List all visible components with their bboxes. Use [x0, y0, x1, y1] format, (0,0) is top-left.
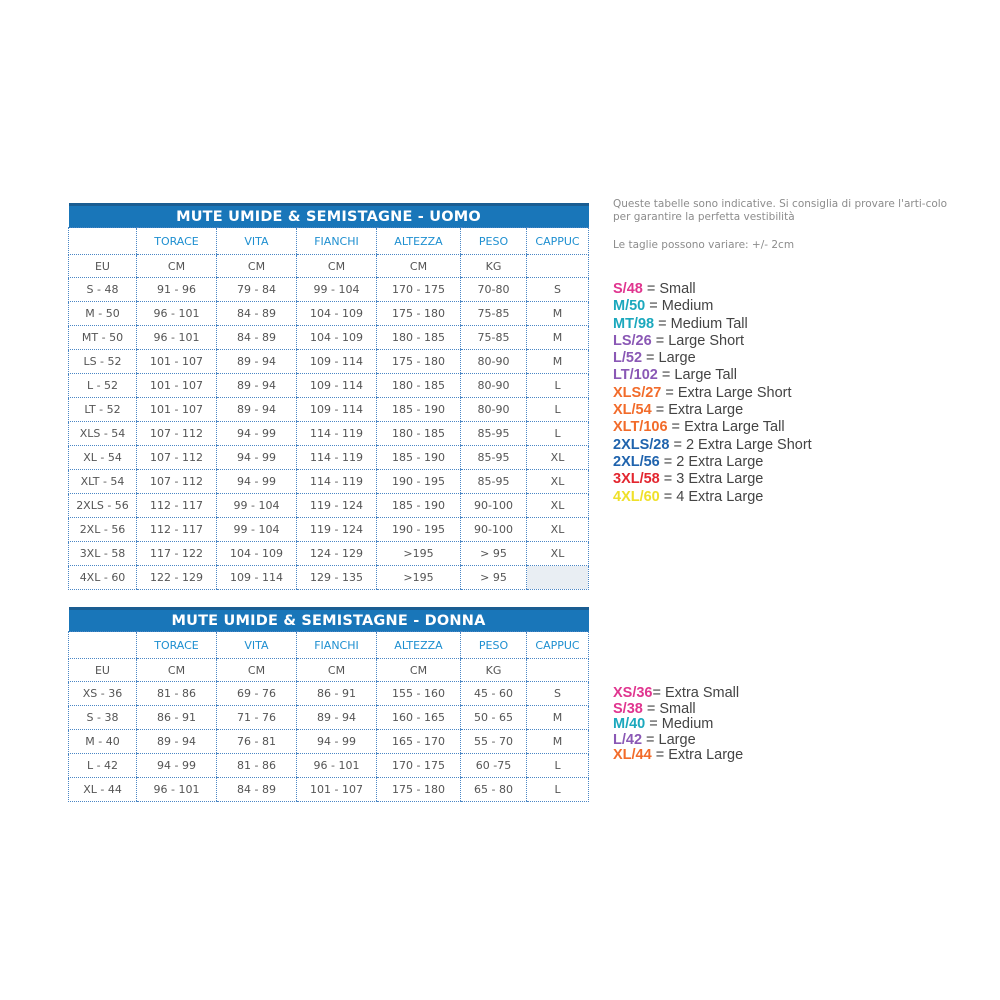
table-cell: 85-95 [461, 470, 527, 494]
table-row [69, 542, 589, 566]
table-cell: XL [527, 446, 589, 470]
table-cell: 107 - 112 [137, 422, 217, 446]
table-cell: 124 - 129 [297, 542, 377, 566]
table-cell: MT - 50 [69, 326, 137, 350]
table-cell: 190 - 195 [377, 518, 461, 542]
table-cell: 101 - 107 [137, 374, 217, 398]
equals-sign: = [669, 436, 686, 453]
table-row [69, 494, 589, 518]
size-label: Small [659, 700, 696, 717]
table-cell: 80-90 [461, 350, 527, 374]
unit-cell: CM [137, 255, 217, 278]
table-cell: 96 - 101 [137, 778, 217, 802]
unit-cell: CM [297, 255, 377, 278]
column-header: ALTEZZA [377, 228, 461, 255]
table-cell: XL - 44 [69, 778, 137, 802]
unit-cell: KG [461, 255, 527, 278]
variance-text: Le taglie possono variare: +/- 2cm [613, 239, 795, 251]
table-cell: 119 - 124 [297, 518, 377, 542]
table-cell: 71 - 76 [217, 706, 297, 730]
size-code: LT/102 [613, 367, 658, 384]
table-row [69, 470, 589, 494]
table-cell: 89 - 94 [297, 706, 377, 730]
table-cell: M [527, 706, 589, 730]
equals-sign: = [642, 700, 660, 717]
legend-item [613, 717, 993, 733]
equals-sign: = [654, 315, 671, 332]
size-code: XL/54 [613, 402, 652, 419]
table-cell: 190 - 195 [377, 470, 461, 494]
table-cell: 114 - 119 [297, 422, 377, 446]
table-cell: 104 - 109 [217, 542, 297, 566]
table-cell: XLS - 54 [69, 422, 137, 446]
table-cell: 70-80 [461, 278, 527, 302]
men-table-body [69, 228, 589, 590]
column-header: FIANCHI [297, 228, 377, 255]
equals-sign: = [651, 402, 669, 419]
size-label: Extra Large Tall [684, 419, 785, 436]
table-cell: 60 -75 [461, 754, 527, 778]
table-row [69, 350, 589, 374]
column-header: VITA [217, 632, 297, 659]
table-cell: 89 - 94 [217, 350, 297, 374]
table-cell: 79 - 84 [217, 278, 297, 302]
table-cell: >195 [377, 542, 461, 566]
size-code: M/50 [613, 298, 646, 315]
column-header: TORACE [137, 632, 217, 659]
table-row [69, 730, 589, 754]
equals-sign: = [645, 716, 662, 733]
equals-sign: = [657, 367, 675, 384]
table-cell: 165 - 170 [377, 730, 461, 754]
table-cell: 81 - 86 [137, 682, 217, 706]
size-code: M/40 [613, 716, 646, 733]
table-cell: XS - 36 [69, 682, 137, 706]
size-code: S/48 [613, 281, 643, 297]
size-code: 2XLS/28 [613, 436, 670, 453]
unit-cell: EU [69, 255, 137, 278]
table-cell: 104 - 109 [297, 326, 377, 350]
table-cell: XL [527, 494, 589, 518]
table-cell: M - 50 [69, 302, 137, 326]
equals-sign: = [652, 685, 665, 701]
equals-sign: = [659, 471, 677, 488]
table-row [69, 778, 589, 802]
table-cell: 170 - 175 [377, 754, 461, 778]
column-header: CAPPUC [527, 632, 589, 659]
table-cell: S - 48 [69, 278, 137, 302]
table-cell: XLT - 54 [69, 470, 137, 494]
size-code: 2XL/56 [613, 453, 660, 470]
equals-sign: = [667, 419, 685, 436]
table-cell: 160 - 165 [377, 706, 461, 730]
size-code: XS/36 [613, 685, 653, 701]
table-cell: 117 - 122 [137, 542, 217, 566]
table-cell: 109 - 114 [217, 566, 297, 590]
size-label: Large Short [668, 332, 744, 349]
table-cell: 104 - 109 [297, 302, 377, 326]
size-label: Extra Large Short [677, 384, 792, 401]
table-row [69, 754, 589, 778]
unit-cell: KG [461, 659, 527, 682]
unit-cell [527, 255, 589, 278]
table-cell: M [527, 302, 589, 326]
size-label: Large Tall [674, 367, 737, 384]
table-cell: 180 - 185 [377, 374, 461, 398]
table-cell: 180 - 185 [377, 422, 461, 446]
column-header: VITA [217, 228, 297, 255]
equals-sign: = [645, 298, 662, 315]
table-cell: 80-90 [461, 398, 527, 422]
table-row [69, 422, 589, 446]
legend-item [613, 454, 993, 471]
header-row [69, 632, 589, 659]
table-cell: L [527, 374, 589, 398]
table-cell: 3XL - 58 [69, 542, 137, 566]
table-cell: M [527, 350, 589, 374]
table-row [69, 302, 589, 326]
table-cell: 94 - 99 [297, 730, 377, 754]
table-cell: M - 40 [69, 730, 137, 754]
table-cell: 76 - 81 [217, 730, 297, 754]
legend-item [613, 733, 993, 749]
size-label: 4 Extra Large [676, 488, 764, 505]
table-cell: > 95 [461, 542, 527, 566]
table-row [69, 446, 589, 470]
table-cell: 122 - 129 [137, 566, 217, 590]
table-cell: 96 - 101 [137, 326, 217, 350]
table-cell: L - 42 [69, 754, 137, 778]
size-label: Large [658, 731, 696, 748]
table-cell [527, 566, 589, 590]
legend-item [613, 333, 993, 350]
table-cell: 109 - 114 [297, 398, 377, 422]
header-row [69, 228, 589, 255]
size-code: L/52 [613, 350, 643, 367]
table-cell: 109 - 114 [297, 374, 377, 398]
table-cell: M [527, 326, 589, 350]
size-code: XLT/106 [613, 419, 668, 436]
table-cell: 175 - 180 [377, 302, 461, 326]
equals-sign: = [661, 384, 678, 401]
table-cell: 99 - 104 [217, 518, 297, 542]
table-cell: 94 - 99 [217, 446, 297, 470]
men-size-legend [613, 281, 993, 506]
size-label: Medium [661, 716, 714, 733]
equals-sign: = [642, 350, 659, 367]
table-cell: 94 - 99 [137, 754, 217, 778]
table-cell: 91 - 96 [137, 278, 217, 302]
table-cell: 2XL - 56 [69, 518, 137, 542]
legend-item [613, 350, 993, 367]
legend-item [613, 385, 993, 402]
table-cell: 4XL - 60 [69, 566, 137, 590]
table-cell: 99 - 104 [297, 278, 377, 302]
units-row [69, 255, 589, 278]
equals-sign: = [642, 731, 659, 748]
size-code: L/42 [613, 731, 643, 748]
size-code: 4XL/60 [613, 488, 660, 505]
table-cell: XL - 54 [69, 446, 137, 470]
legend-item [613, 686, 993, 702]
table-cell: 84 - 89 [217, 326, 297, 350]
column-header [69, 632, 137, 659]
table-cell: 185 - 190 [377, 398, 461, 422]
table-cell: XL [527, 542, 589, 566]
equals-sign: = [651, 332, 669, 349]
table-cell: 81 - 86 [217, 754, 297, 778]
column-header: CAPPUC [527, 228, 589, 255]
table-cell: 55 - 70 [461, 730, 527, 754]
table-cell: S - 38 [69, 706, 137, 730]
size-label: 2 Extra Large Short [685, 436, 812, 453]
table-cell: 2XLS - 56 [69, 494, 137, 518]
table-cell: 80-90 [461, 374, 527, 398]
table-cell: S [527, 278, 589, 302]
size-code: MT/98 [613, 315, 655, 332]
table-row [69, 518, 589, 542]
table-cell: L [527, 778, 589, 802]
table-cell: >195 [377, 566, 461, 590]
column-header [69, 228, 137, 255]
table-cell: 45 - 60 [461, 682, 527, 706]
table-row [69, 326, 589, 350]
legend-item [613, 471, 993, 488]
sizing-notes [613, 198, 953, 252]
legend-item [613, 298, 993, 315]
table-cell: 170 - 175 [377, 278, 461, 302]
table-cell: 114 - 119 [297, 446, 377, 470]
legend-item [613, 367, 993, 384]
units-row [69, 659, 589, 682]
table-cell: 89 - 94 [217, 374, 297, 398]
column-header: FIANCHI [297, 632, 377, 659]
equals-sign: = [651, 747, 669, 764]
table-cell: 86 - 91 [297, 682, 377, 706]
size-label: 2 Extra Large [676, 453, 764, 470]
unit-cell [527, 659, 589, 682]
equals-sign: = [659, 453, 677, 470]
table-cell: 85-95 [461, 422, 527, 446]
table-row [69, 374, 589, 398]
equals-sign: = [642, 281, 660, 297]
table-cell: 112 - 117 [137, 518, 217, 542]
column-header: PESO [461, 632, 527, 659]
legend-item [613, 402, 993, 419]
size-label: Extra Small [665, 685, 740, 701]
column-header: TORACE [137, 228, 217, 255]
disclaimer-text: Queste tabelle sono indicative. Si consiglia di provare l'arti-colo per garantire la perfetta vestibilità [613, 198, 948, 223]
legend-item [613, 281, 993, 298]
size-code: 3XL/58 [613, 471, 660, 488]
legend-item [613, 316, 993, 333]
table-cell: 129 - 135 [297, 566, 377, 590]
table-cell: 86 - 91 [137, 706, 217, 730]
table-row [69, 682, 589, 706]
table-cell: 101 - 107 [137, 398, 217, 422]
table-cell: S [527, 682, 589, 706]
table-cell: 85-95 [461, 446, 527, 470]
table-cell: 155 - 160 [377, 682, 461, 706]
legend-item [613, 748, 993, 764]
table-cell: 94 - 99 [217, 470, 297, 494]
table-cell: L [527, 422, 589, 446]
table-cell: 175 - 180 [377, 350, 461, 374]
table-cell: XL [527, 518, 589, 542]
table-cell: 89 - 94 [137, 730, 217, 754]
table-cell: 90-100 [461, 518, 527, 542]
table-cell: L [527, 398, 589, 422]
unit-cell: EU [69, 659, 137, 682]
table-cell: 84 - 89 [217, 778, 297, 802]
table-cell: 175 - 180 [377, 778, 461, 802]
table-cell: 101 - 107 [137, 350, 217, 374]
table-cell: 114 - 119 [297, 470, 377, 494]
size-label: 3 Extra Large [676, 471, 764, 488]
table-cell: 90-100 [461, 494, 527, 518]
size-label: Medium [661, 298, 714, 315]
table-cell: 180 - 185 [377, 326, 461, 350]
size-code: XLS/27 [613, 384, 662, 401]
size-label: Large [658, 350, 696, 367]
table-cell: 75-85 [461, 302, 527, 326]
table-cell: 96 - 101 [137, 302, 217, 326]
unit-cell: CM [297, 659, 377, 682]
table-row [69, 566, 589, 590]
unit-cell: CM [377, 255, 461, 278]
unit-cell: CM [217, 255, 297, 278]
unit-cell: CM [137, 659, 217, 682]
men-size-table [68, 203, 589, 590]
table-cell: LT - 52 [69, 398, 137, 422]
legend-item [613, 489, 993, 506]
legend-item [613, 419, 993, 436]
table-cell: 101 - 107 [297, 778, 377, 802]
table-cell: 119 - 124 [297, 494, 377, 518]
table-cell: L - 52 [69, 374, 137, 398]
table-cell: 89 - 94 [217, 398, 297, 422]
table-cell: XL [527, 470, 589, 494]
column-header: ALTEZZA [377, 632, 461, 659]
legend-item [613, 437, 993, 454]
table-cell: 185 - 190 [377, 494, 461, 518]
table-cell: 185 - 190 [377, 446, 461, 470]
table-cell: 75-85 [461, 326, 527, 350]
men-table-title: MUTE UMIDE & SEMISTAGNE - UOMO [69, 205, 589, 228]
women-size-legend [613, 686, 993, 764]
size-code: S/38 [613, 700, 643, 717]
unit-cell: CM [217, 659, 297, 682]
equals-sign: = [659, 488, 677, 505]
unit-cell: CM [377, 659, 461, 682]
legend-item [613, 702, 993, 718]
table-row [69, 398, 589, 422]
table-cell: 96 - 101 [297, 754, 377, 778]
table-cell: 50 - 65 [461, 706, 527, 730]
table-row [69, 706, 589, 730]
table-cell: 84 - 89 [217, 302, 297, 326]
table-cell: 99 - 104 [217, 494, 297, 518]
table-row [69, 278, 589, 302]
column-header: PESO [461, 228, 527, 255]
table-cell: 109 - 114 [297, 350, 377, 374]
table-cell: M [527, 730, 589, 754]
table-cell: 65 - 80 [461, 778, 527, 802]
size-label: Medium Tall [670, 315, 748, 332]
table-cell: 112 - 117 [137, 494, 217, 518]
size-label: Extra Large [668, 747, 744, 764]
women-table-body [69, 632, 589, 802]
table-cell: 107 - 112 [137, 446, 217, 470]
table-cell: 69 - 76 [217, 682, 297, 706]
table-cell: 94 - 99 [217, 422, 297, 446]
size-code: LS/26 [613, 332, 652, 349]
table-cell: L [527, 754, 589, 778]
table-cell: LS - 52 [69, 350, 137, 374]
size-code: XL/44 [613, 747, 652, 764]
size-label: Extra Large [668, 402, 744, 419]
size-label: Small [659, 281, 696, 297]
women-size-table [68, 607, 589, 802]
women-table-title: MUTE UMIDE & SEMISTAGNE - DONNA [69, 609, 589, 632]
table-cell: 107 - 112 [137, 470, 217, 494]
table-cell: > 95 [461, 566, 527, 590]
